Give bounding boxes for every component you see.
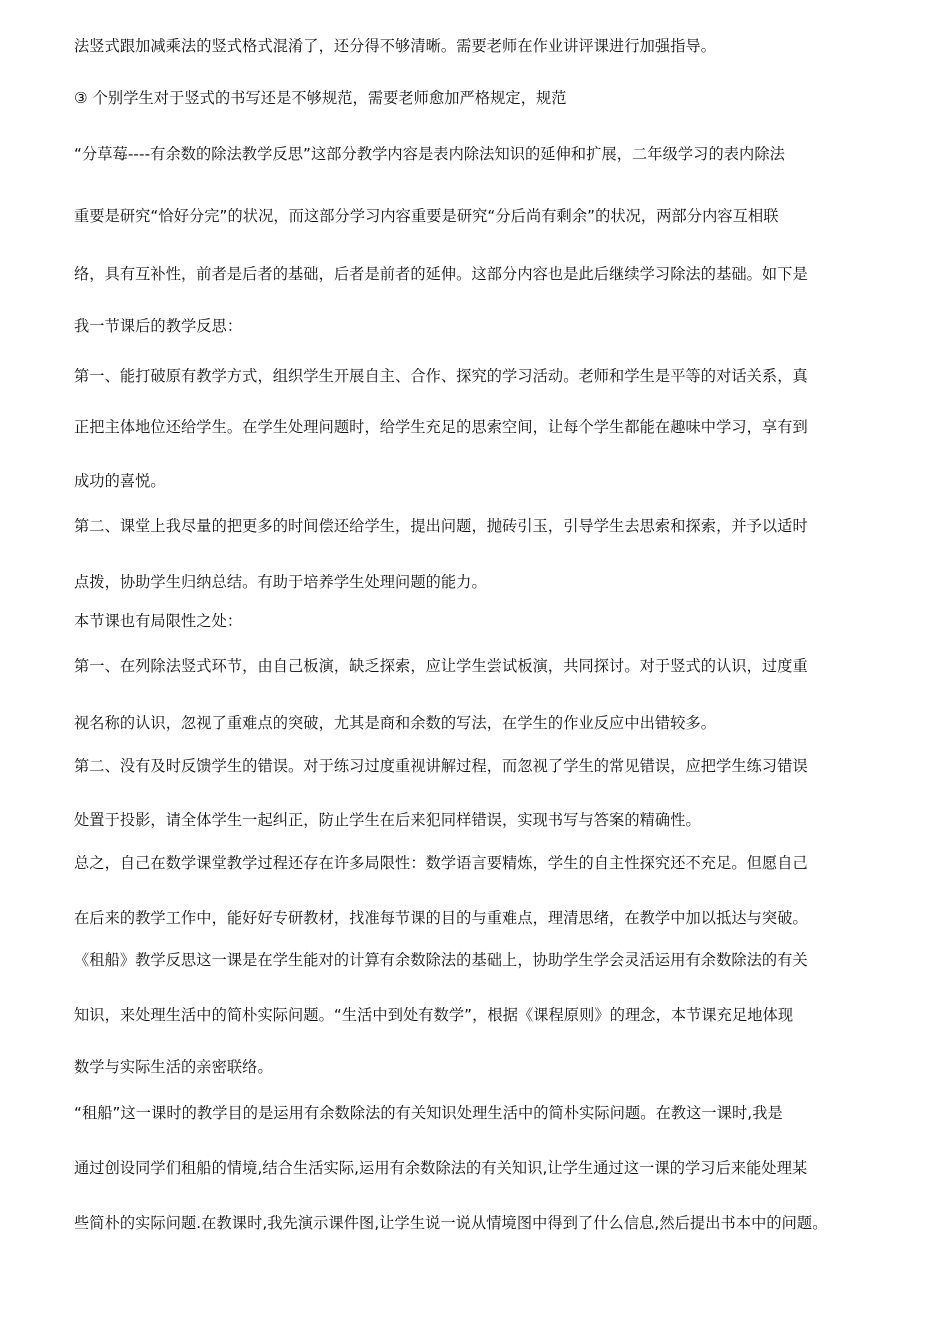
text-line: 《租船》教学反思这一课是在学生能对的计算有余数除法的基础上，协助学生学会灵活运用有余数除法的有关 xyxy=(74,951,808,969)
text-line: 通过创设同学们租船的情境,结合生活实际,运用有余数除法的有关知识,让学生通过这一课的学习后来能处理某 xyxy=(74,1159,808,1177)
text-line: “分草莓----有余数的除法教学反思”这部分教学内容是表内除法知识的延伸和扩展，二年级学习的表内除法 xyxy=(74,145,785,163)
text-line: 成功的喜悦。 xyxy=(74,472,166,490)
text-line: 处置于投影，请全体学生一起纠正，防止学生在后来犯同样错误，实现书写与答案的精确性。 xyxy=(74,811,701,829)
text-line: 络，具有互补性，前者是后者的基础，后者是前者的延伸。这部分内容也是此后继续学习除法的基础。如下是 xyxy=(74,265,808,283)
text-line: 第二、没有及时反馈学生的错误。对于练习过度重视讲解过程，而忽视了学生的常见错误，应把学生练习错误 xyxy=(74,757,808,775)
text-line: 正把主体地位还给学生。在学生处理问题时，给学生充足的思索空间，让每个学生都能在趣味中学习，享有到 xyxy=(74,418,808,436)
text-line: ③ 个别学生对于竖式的书写还是不够规范，需要老师愈加严格规定，规范 xyxy=(74,89,567,107)
text-line: “租船”这一课时的教学目的是运用有余数除法的有关知识处理生活中的简朴实际问题。在教这一课时,我是 xyxy=(74,1104,783,1122)
text-line: 第一、能打破原有教学方式，组织学生开展自主、合作、探究的学习活动。老师和学生是平等的对话关系，真 xyxy=(74,367,808,385)
text-line: 视名称的认识，忽视了重难点的突破，尤其是商和余数的写法，在学生的作业反应中出错较多。 xyxy=(74,714,717,732)
text-line: 数学与实际生活的亲密联络。 xyxy=(74,1058,273,1076)
text-line: 总之，自己在数学课堂教学过程还存在许多局限性：数学语言要精炼，学生的自主性探究还不充足。但愿自己 xyxy=(74,854,808,872)
text-line: 本节课也有局限性之处： xyxy=(74,612,243,630)
text-line: 重要是研究“恰好分完”的状况，而这部分学习内容重要是研究“分后尚有剩余”的状况，两部分内容互相联 xyxy=(74,207,779,225)
text-line: 第一、在列除法竖式环节，由自己板演，缺乏探索，应让学生尝试板演，共同探讨。对于竖式的认识，过度重 xyxy=(74,657,808,675)
text-line: 些简朴的实际问题.在教课时,我先演示课件图,让学生说一说从情境图中得到了什么信息,然后提出书本中的问题。 xyxy=(74,1214,828,1232)
text-line: 点拨，协助学生归纳总结。有助于培养学生处理问题的能力。 xyxy=(74,573,487,591)
text-line: 在后来的教学工作中，能好好专研教材，找准每节课的目的与重难点，理清思绪，在教学中加以抵达与突破。 xyxy=(74,909,808,927)
text-line: 第二、课堂上我尽量的把更多的时间偿还给学生，提出问题，抛砖引玉，引导学生去思索和探索，并予以适时 xyxy=(74,517,808,535)
text-line: 法竖式跟加减乘法的竖式格式混淆了，还分得不够清晰。需要老师在作业讲评课进行加强指导。 xyxy=(74,37,717,55)
text-line: 知识，来处理生活中的简朴实际问题。“生活中到处有数学”，根据《课程原则》的理念，本节课充足地体现 xyxy=(74,1006,794,1024)
text-line: 我一节课后的教学反思： xyxy=(74,317,243,335)
